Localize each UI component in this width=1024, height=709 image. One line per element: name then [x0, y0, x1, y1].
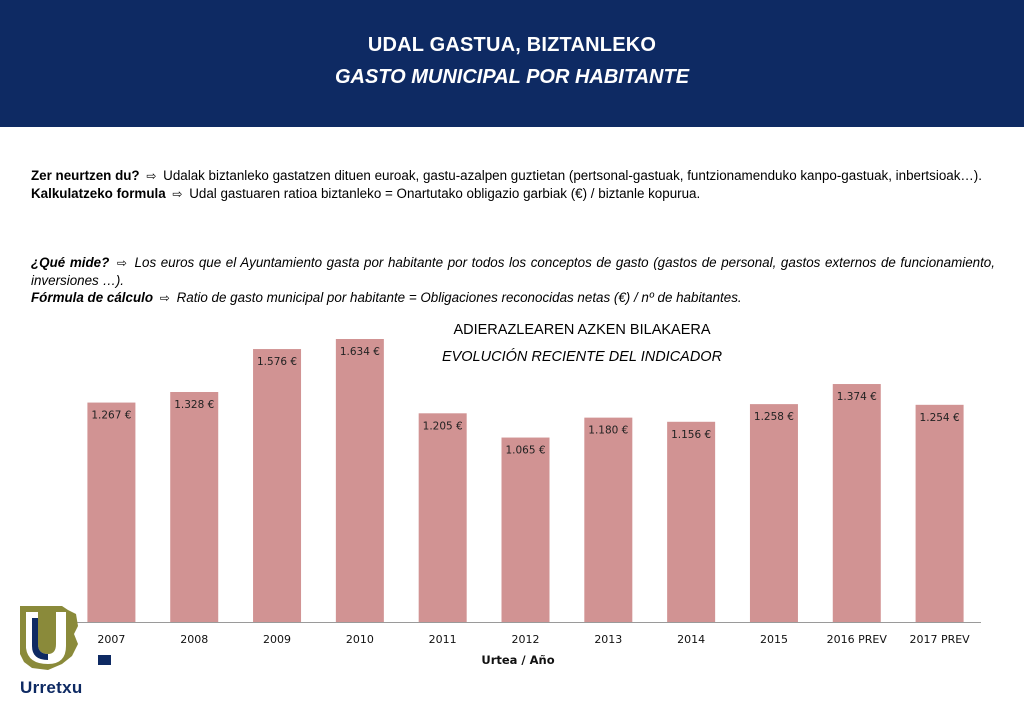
- bar-2017-prev: [916, 405, 964, 622]
- x-tick-label: 2014: [677, 633, 706, 646]
- question-text-eu: Udalak biztanleko gastatzen dituen euroak, gastu-azalpen guztietan (pertsonal-gastuak, funtzionamenduko kanpo-gastuak, inbertsioak…).: [163, 168, 982, 183]
- urretxu-logo-icon: [18, 604, 80, 672]
- question-label-eu: Zer neurtzen du?: [31, 168, 140, 183]
- formula-text-eu: Udal gastuaren ratioa biztanleko = Onartutako obligazio garbiak (€) / biztanle kopurua.: [189, 186, 701, 201]
- bar-2015: [750, 404, 798, 622]
- x-tick-label: 2016 PREV: [826, 633, 887, 646]
- data-label: 1.267 €: [91, 409, 132, 422]
- x-axis-title: Urtea / Año: [481, 653, 555, 667]
- x-tick-label: 2013: [594, 633, 623, 646]
- data-label: 1.258 €: [753, 411, 794, 424]
- x-tick-label: 2015: [759, 633, 788, 646]
- data-label: 1.254 €: [919, 411, 960, 424]
- arrow-right-icon: ⇨: [146, 169, 157, 183]
- arrow-right-icon: ⇨: [116, 256, 127, 270]
- chart-subtitle: EVOLUCIÓN RECIENTE DEL INDICADOR: [441, 349, 723, 365]
- formula-label-es: Fórmula de cálculo: [31, 290, 154, 305]
- bar-2011: [419, 413, 467, 622]
- x-tick-label: 2012: [511, 633, 540, 646]
- data-label: 1.374 €: [836, 391, 877, 404]
- data-label: 1.634 €: [339, 346, 380, 358]
- formula-label-eu: Kalkulatzeko formula: [31, 186, 166, 201]
- formula-text-es: Ratio de gasto municipal por habitante = Obligaciones reconocidas netas (€) / nº de habitantes.: [176, 290, 742, 305]
- data-label: 1.180 €: [588, 424, 629, 437]
- bar-2016-prev: [833, 384, 881, 622]
- bar-2012: [502, 438, 550, 622]
- title-spanish: GASTO MUNICIPAL POR HABITANTE: [334, 66, 690, 88]
- x-tick-label: 2009: [263, 633, 292, 646]
- data-label: 1.576 €: [257, 356, 298, 369]
- data-label: 1.065 €: [505, 444, 546, 457]
- x-tick-label: 2017 PREV: [909, 633, 970, 646]
- legend-swatch: [98, 655, 111, 665]
- bar-2007: [87, 403, 135, 622]
- bar-2010: [336, 339, 384, 622]
- question-text-es: Los euros que el Ayuntamiento gasta por habitante por todos los conceptos de gasto (gastos de personal, gastos externos de funcionamiento, inversiones …).: [31, 255, 995, 288]
- data-label: 1.205 €: [422, 420, 463, 433]
- data-label: 1.328 €: [174, 398, 215, 411]
- question-label-es: ¿Qué mide?: [31, 255, 110, 270]
- logo-text: Urretxu: [20, 678, 83, 697]
- data-label: 1.156 €: [671, 428, 712, 441]
- x-tick-label: 2010: [345, 633, 374, 646]
- x-tick-label: 2011: [428, 633, 457, 646]
- bar-2013: [584, 418, 632, 622]
- arrow-right-icon: ⇨: [159, 291, 170, 305]
- bar-2009: [253, 349, 301, 622]
- x-tick-label: 2008: [180, 633, 209, 646]
- arrow-right-icon: ⇨: [172, 187, 183, 201]
- bar-2014: [667, 422, 715, 622]
- title-basque: UDAL GASTUA, BIZTANLEKO: [367, 34, 657, 56]
- x-tick-label: 2007: [97, 633, 126, 646]
- chart-title: ADIERAZLEAREN AZKEN BILAKAERA: [453, 322, 711, 338]
- bar-2008: [170, 392, 218, 622]
